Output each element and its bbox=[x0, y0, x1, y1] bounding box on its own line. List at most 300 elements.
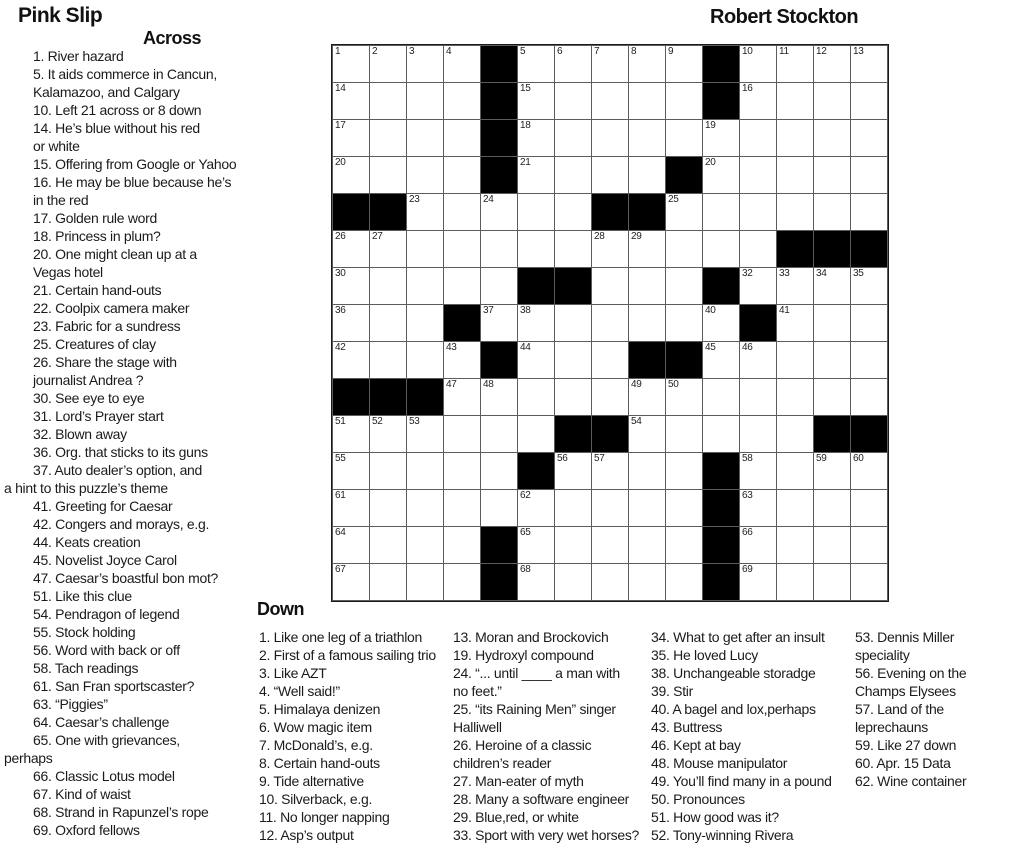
grid-cell[interactable] bbox=[333, 416, 369, 452]
grid-cell[interactable] bbox=[333, 527, 369, 563]
grid-cell[interactable] bbox=[703, 416, 739, 452]
grid-cell[interactable] bbox=[777, 194, 813, 230]
grid-cell-black bbox=[740, 305, 776, 341]
clue-line: 56. Evening on the bbox=[855, 665, 967, 681]
grid-cell[interactable] bbox=[740, 268, 776, 304]
grid-cell[interactable] bbox=[777, 527, 813, 563]
clue-line: 47. Caesar’s boastful bon mot? bbox=[33, 570, 219, 586]
clue-line: 51. Like this clue bbox=[33, 588, 132, 604]
grid-cell-black bbox=[481, 342, 517, 378]
grid-cell[interactable] bbox=[481, 194, 517, 230]
crossword-grid[interactable] bbox=[331, 44, 889, 602]
grid-cell[interactable] bbox=[555, 490, 591, 526]
grid-cell[interactable] bbox=[629, 268, 665, 304]
grid-cell[interactable] bbox=[518, 379, 554, 415]
grid-cell[interactable] bbox=[777, 490, 813, 526]
clue-line: 48. Mouse manipulator bbox=[651, 755, 788, 771]
grid-cell[interactable] bbox=[555, 564, 591, 600]
grid-cell[interactable] bbox=[370, 453, 406, 489]
grid-cell[interactable] bbox=[481, 490, 517, 526]
clue-line: 61. San Fran sportscaster? bbox=[33, 678, 195, 694]
grid-cell[interactable] bbox=[666, 564, 702, 600]
clue-line: 20. One might clean up at a bbox=[33, 246, 197, 262]
grid-cell[interactable] bbox=[407, 120, 443, 156]
grid-cell[interactable] bbox=[777, 268, 813, 304]
grid-cell[interactable] bbox=[555, 453, 591, 489]
grid-cell-black bbox=[481, 564, 517, 600]
grid-cell[interactable] bbox=[333, 83, 369, 119]
clue-line: 24. “... until ____ a man with bbox=[453, 665, 620, 681]
grid-cell[interactable] bbox=[370, 305, 406, 341]
grid-cell-black bbox=[703, 527, 739, 563]
cell-number: 38 bbox=[520, 305, 531, 316]
grid-cell[interactable] bbox=[851, 527, 887, 563]
cell-number: 45 bbox=[705, 342, 716, 353]
down-clue-column-4 bbox=[855, 628, 966, 790]
grid-cell[interactable] bbox=[666, 305, 702, 341]
grid-cell[interactable] bbox=[481, 305, 517, 341]
grid-cell[interactable] bbox=[370, 268, 406, 304]
grid-cell[interactable] bbox=[444, 564, 480, 600]
grid-cell[interactable] bbox=[333, 490, 369, 526]
cell-number: 30 bbox=[335, 268, 346, 279]
grid-cell[interactable] bbox=[629, 231, 665, 267]
clue-line: 30. See eye to eye bbox=[33, 390, 145, 406]
cell-number: 63 bbox=[742, 490, 753, 501]
grid-cell[interactable] bbox=[555, 194, 591, 230]
grid-cell[interactable] bbox=[555, 231, 591, 267]
grid-cell[interactable] bbox=[814, 490, 850, 526]
clue-line: 7. McDonald’s, e.g. bbox=[259, 737, 373, 753]
cell-number: 50 bbox=[668, 379, 679, 390]
grid-cell[interactable] bbox=[740, 120, 776, 156]
cell-number: 33 bbox=[779, 268, 790, 279]
grid-cell[interactable] bbox=[407, 416, 443, 452]
clue-line: speciality bbox=[855, 647, 910, 663]
clue-line: 15. Offering from Google or Yahoo bbox=[33, 156, 237, 172]
clue-line: 26. Heroine of a classic bbox=[453, 737, 592, 753]
cell-number: 57 bbox=[594, 453, 605, 464]
grid-cell[interactable] bbox=[740, 453, 776, 489]
grid-cell[interactable] bbox=[740, 157, 776, 193]
grid-cell[interactable] bbox=[777, 120, 813, 156]
grid-cell[interactable] bbox=[407, 157, 443, 193]
grid-cell[interactable] bbox=[740, 342, 776, 378]
grid-cell[interactable] bbox=[666, 453, 702, 489]
clue-line: 10. Left 21 across or 8 down bbox=[33, 102, 202, 118]
grid-cell[interactable] bbox=[592, 120, 628, 156]
grid-cell[interactable] bbox=[333, 305, 369, 341]
grid-cell[interactable] bbox=[370, 564, 406, 600]
grid-cell[interactable] bbox=[592, 490, 628, 526]
grid-cell[interactable] bbox=[481, 379, 517, 415]
grid-cell[interactable] bbox=[592, 305, 628, 341]
clue-line: a hint to this puzzle’s theme bbox=[4, 480, 168, 496]
grid-cell[interactable] bbox=[740, 527, 776, 563]
grid-cell[interactable] bbox=[740, 231, 776, 267]
grid-cell[interactable] bbox=[407, 268, 443, 304]
cell-number: 43 bbox=[446, 342, 457, 353]
grid-cell[interactable] bbox=[555, 83, 591, 119]
grid-cell[interactable] bbox=[518, 564, 554, 600]
clue-line: Halliwell bbox=[453, 719, 502, 735]
cell-number: 40 bbox=[705, 305, 716, 316]
clue-line: in the red bbox=[33, 192, 89, 208]
grid-cell[interactable] bbox=[703, 157, 739, 193]
grid-cell[interactable] bbox=[666, 83, 702, 119]
grid-cell[interactable] bbox=[333, 231, 369, 267]
grid-cell[interactable] bbox=[851, 120, 887, 156]
grid-cell[interactable] bbox=[851, 157, 887, 193]
grid-cell[interactable] bbox=[370, 83, 406, 119]
grid-cell[interactable] bbox=[814, 194, 850, 230]
grid-cell[interactable] bbox=[629, 379, 665, 415]
grid-cell[interactable] bbox=[629, 490, 665, 526]
grid-cell[interactable] bbox=[703, 231, 739, 267]
grid-cell[interactable] bbox=[592, 527, 628, 563]
grid-cell[interactable] bbox=[814, 564, 850, 600]
grid-cell[interactable] bbox=[740, 46, 776, 82]
clue-line: 19. Hydroxyl compound bbox=[453, 647, 594, 663]
grid-cell[interactable] bbox=[333, 120, 369, 156]
clue-line: 9. Tide alternative bbox=[259, 773, 364, 789]
grid-cell[interactable] bbox=[814, 305, 850, 341]
grid-cell[interactable] bbox=[481, 453, 517, 489]
grid-cell[interactable] bbox=[629, 83, 665, 119]
cell-number: 9 bbox=[668, 46, 674, 57]
cell-number: 66 bbox=[742, 527, 753, 538]
grid-cell[interactable] bbox=[333, 268, 369, 304]
cell-number: 4 bbox=[446, 46, 452, 57]
clue-line: 68. Strand in Rapunzel’s rope bbox=[33, 804, 209, 820]
clue-line: 60. Apr. 15 Data bbox=[855, 755, 951, 771]
grid-cell[interactable] bbox=[555, 46, 591, 82]
grid-cell[interactable] bbox=[777, 83, 813, 119]
grid-cell[interactable] bbox=[407, 490, 443, 526]
grid-cell[interactable] bbox=[629, 157, 665, 193]
grid-cell[interactable] bbox=[518, 194, 554, 230]
grid-cell[interactable] bbox=[444, 231, 480, 267]
grid-cell[interactable] bbox=[370, 416, 406, 452]
grid-cell[interactable] bbox=[629, 416, 665, 452]
grid-cell[interactable] bbox=[814, 83, 850, 119]
clue-line: 12. Asp’s output bbox=[259, 827, 354, 843]
grid-cell[interactable] bbox=[370, 490, 406, 526]
grid-cell[interactable] bbox=[814, 342, 850, 378]
grid-cell[interactable] bbox=[370, 157, 406, 193]
grid-cell[interactable] bbox=[629, 564, 665, 600]
grid-cell[interactable] bbox=[407, 564, 443, 600]
grid-cell[interactable] bbox=[555, 305, 591, 341]
puzzle-title: Pink Slip bbox=[18, 4, 103, 27]
clue-line: 25. Creatures of clay bbox=[33, 336, 156, 352]
clue-line: 28. Many a software engineer bbox=[453, 791, 630, 807]
cell-number: 20 bbox=[705, 157, 716, 168]
cell-number: 18 bbox=[520, 120, 531, 131]
clue-line: 66. Classic Lotus model bbox=[33, 768, 175, 784]
grid-cell[interactable] bbox=[407, 46, 443, 82]
grid-cell[interactable] bbox=[444, 120, 480, 156]
grid-cell-black bbox=[555, 416, 591, 452]
grid-cell[interactable] bbox=[444, 379, 480, 415]
grid-cell[interactable] bbox=[703, 120, 739, 156]
grid-cell[interactable] bbox=[444, 490, 480, 526]
grid-cell[interactable] bbox=[481, 416, 517, 452]
grid-cell-black bbox=[629, 342, 665, 378]
grid-cell[interactable] bbox=[629, 46, 665, 82]
grid-cell[interactable] bbox=[407, 231, 443, 267]
grid-cell[interactable] bbox=[851, 46, 887, 82]
grid-cell[interactable] bbox=[407, 453, 443, 489]
grid-cell[interactable] bbox=[666, 527, 702, 563]
cell-number: 27 bbox=[372, 231, 383, 242]
grid-cell[interactable] bbox=[629, 305, 665, 341]
cell-number: 47 bbox=[446, 379, 457, 390]
grid-cell[interactable] bbox=[444, 416, 480, 452]
grid-cell[interactable] bbox=[592, 342, 628, 378]
grid-cell[interactable] bbox=[851, 194, 887, 230]
grid-cell[interactable] bbox=[592, 83, 628, 119]
grid-cell[interactable] bbox=[481, 268, 517, 304]
grid-cell[interactable] bbox=[444, 342, 480, 378]
grid-cell[interactable] bbox=[518, 527, 554, 563]
clue-line: 2. First of a famous sailing trio bbox=[259, 647, 436, 663]
cell-number: 28 bbox=[594, 231, 605, 242]
grid-cell[interactable] bbox=[740, 83, 776, 119]
cell-number: 25 bbox=[668, 194, 679, 205]
grid-cell[interactable] bbox=[370, 527, 406, 563]
clue-line: 6. Wow magic item bbox=[259, 719, 372, 735]
grid-cell[interactable] bbox=[629, 120, 665, 156]
grid-cell-black bbox=[814, 231, 850, 267]
grid-cell-black bbox=[814, 416, 850, 452]
grid-cell[interactable] bbox=[851, 342, 887, 378]
grid-cell[interactable] bbox=[518, 231, 554, 267]
clue-line: 22. Coolpix camera maker bbox=[33, 300, 190, 316]
grid-cell[interactable] bbox=[666, 490, 702, 526]
grid-cell[interactable] bbox=[407, 83, 443, 119]
grid-cell[interactable] bbox=[444, 194, 480, 230]
grid-cell[interactable] bbox=[592, 379, 628, 415]
grid-cell[interactable] bbox=[703, 194, 739, 230]
clue-line: leprechauns bbox=[855, 719, 928, 735]
grid-cell[interactable] bbox=[777, 564, 813, 600]
clue-line: 25. “its Raining Men” singer bbox=[453, 701, 616, 717]
grid-cell-black bbox=[481, 527, 517, 563]
grid-cell[interactable] bbox=[592, 268, 628, 304]
grid-cell[interactable] bbox=[851, 268, 887, 304]
grid-cell[interactable] bbox=[666, 231, 702, 267]
grid-cell-black bbox=[851, 231, 887, 267]
clue-line: 29. Blue,red, or white bbox=[453, 809, 579, 825]
grid-cell[interactable] bbox=[666, 46, 702, 82]
clue-line: 4. “Well said!” bbox=[259, 683, 340, 699]
clue-line: 11. No longer napping bbox=[259, 809, 390, 825]
clue-line: 18. Princess in plum? bbox=[33, 228, 161, 244]
grid-cell[interactable] bbox=[555, 120, 591, 156]
grid-cell[interactable] bbox=[444, 46, 480, 82]
grid-cell[interactable] bbox=[814, 120, 850, 156]
grid-cell[interactable] bbox=[703, 379, 739, 415]
grid-cell[interactable] bbox=[592, 453, 628, 489]
grid-cell[interactable] bbox=[592, 46, 628, 82]
down-clue-column-3 bbox=[651, 628, 832, 844]
clue-line: 1. River hazard bbox=[33, 48, 124, 64]
grid-cell-black bbox=[481, 157, 517, 193]
grid-cell[interactable] bbox=[407, 527, 443, 563]
clue-line: 37. Auto dealer’s option, and bbox=[33, 462, 203, 478]
clue-line: 36. Org. that sticks to its guns bbox=[33, 444, 208, 460]
grid-cell-black bbox=[370, 379, 406, 415]
grid-cell[interactable] bbox=[370, 231, 406, 267]
grid-cell[interactable] bbox=[666, 416, 702, 452]
cell-number: 44 bbox=[520, 342, 531, 353]
grid-cell[interactable] bbox=[407, 305, 443, 341]
clue-line: 52. Tony-winning Rivera bbox=[651, 827, 794, 843]
grid-cell[interactable] bbox=[629, 527, 665, 563]
cell-number: 34 bbox=[816, 268, 827, 279]
cell-number: 24 bbox=[483, 194, 494, 205]
grid-cell-black bbox=[333, 379, 369, 415]
grid-cell[interactable] bbox=[814, 379, 850, 415]
cell-number: 23 bbox=[409, 194, 420, 205]
clue-line: 17. Golden rule word bbox=[33, 210, 157, 226]
grid-cell[interactable] bbox=[740, 379, 776, 415]
grid-cell[interactable] bbox=[444, 453, 480, 489]
grid-cell[interactable] bbox=[518, 305, 554, 341]
grid-cell[interactable] bbox=[740, 416, 776, 452]
grid-cell[interactable] bbox=[407, 342, 443, 378]
grid-cell[interactable] bbox=[851, 83, 887, 119]
grid-cell[interactable] bbox=[777, 416, 813, 452]
clue-line: 69. Oxford fellows bbox=[33, 822, 140, 838]
grid-cell[interactable] bbox=[370, 46, 406, 82]
grid-cell[interactable] bbox=[333, 157, 369, 193]
grid-cell[interactable] bbox=[814, 453, 850, 489]
cell-number: 42 bbox=[335, 342, 346, 353]
puzzle-author: Robert Stockton bbox=[710, 6, 859, 28]
grid-cell[interactable] bbox=[777, 46, 813, 82]
clue-line: 55. Stock holding bbox=[33, 624, 136, 640]
grid-cell[interactable] bbox=[518, 83, 554, 119]
cell-number: 21 bbox=[520, 157, 531, 168]
grid-cell[interactable] bbox=[333, 342, 369, 378]
grid-cell[interactable] bbox=[666, 194, 702, 230]
grid-cell[interactable] bbox=[592, 564, 628, 600]
grid-cell[interactable] bbox=[777, 379, 813, 415]
grid-cell[interactable] bbox=[703, 342, 739, 378]
grid-cell[interactable] bbox=[555, 379, 591, 415]
grid-cell[interactable] bbox=[851, 490, 887, 526]
clue-line: 38. Unchangeable storadge bbox=[651, 665, 816, 681]
cell-number: 15 bbox=[520, 83, 531, 94]
grid-cell-black bbox=[703, 490, 739, 526]
grid-cell[interactable] bbox=[740, 490, 776, 526]
grid-cell-black bbox=[481, 46, 517, 82]
clue-line: perhaps bbox=[4, 750, 53, 766]
clue-line: 16. He may be blue because he’s bbox=[33, 174, 232, 190]
clue-line: 21. Certain hand-outs bbox=[33, 282, 162, 298]
grid-cell-black bbox=[518, 268, 554, 304]
grid-cell[interactable] bbox=[555, 157, 591, 193]
grid-cell[interactable] bbox=[518, 342, 554, 378]
grid-cell[interactable] bbox=[666, 268, 702, 304]
grid-cell[interactable] bbox=[814, 268, 850, 304]
grid-cell[interactable] bbox=[851, 379, 887, 415]
cell-number: 53 bbox=[409, 416, 420, 427]
grid-cell[interactable] bbox=[851, 305, 887, 341]
grid-cell[interactable] bbox=[592, 157, 628, 193]
grid-cell[interactable] bbox=[703, 305, 739, 341]
cell-number: 37 bbox=[483, 305, 494, 316]
grid-cell[interactable] bbox=[555, 527, 591, 563]
grid-cell[interactable] bbox=[518, 416, 554, 452]
clue-line: 54. Pendragon of legend bbox=[33, 606, 180, 622]
grid-cell[interactable] bbox=[444, 83, 480, 119]
clue-line: no feet.” bbox=[453, 683, 502, 699]
clue-line: 5. Himalaya denizen bbox=[259, 701, 381, 717]
grid-cell[interactable] bbox=[333, 46, 369, 82]
grid-cell[interactable] bbox=[814, 46, 850, 82]
cell-number: 29 bbox=[631, 231, 642, 242]
grid-cell[interactable] bbox=[370, 120, 406, 156]
grid-cell[interactable] bbox=[444, 527, 480, 563]
grid-cell[interactable] bbox=[814, 527, 850, 563]
grid-cell[interactable] bbox=[777, 157, 813, 193]
down-heading: Down bbox=[257, 599, 304, 619]
grid-cell[interactable] bbox=[555, 342, 591, 378]
grid-cell[interactable] bbox=[666, 379, 702, 415]
grid-cell[interactable] bbox=[444, 268, 480, 304]
clue-line: 53. Dennis Miller bbox=[855, 629, 955, 645]
cell-number: 8 bbox=[631, 46, 637, 57]
grid-cell[interactable] bbox=[481, 231, 517, 267]
clue-line: 26. Share the stage with bbox=[33, 354, 177, 370]
grid-cell[interactable] bbox=[666, 120, 702, 156]
grid-cell[interactable] bbox=[444, 157, 480, 193]
grid-cell[interactable] bbox=[592, 231, 628, 267]
grid-cell[interactable] bbox=[740, 194, 776, 230]
grid-cell[interactable] bbox=[851, 453, 887, 489]
grid-cell[interactable] bbox=[518, 490, 554, 526]
grid-cell[interactable] bbox=[518, 46, 554, 82]
grid-cell[interactable] bbox=[814, 157, 850, 193]
cell-number: 49 bbox=[631, 379, 642, 390]
grid-cell-black bbox=[407, 379, 443, 415]
grid-cell[interactable] bbox=[518, 120, 554, 156]
clue-line: 44. Keats creation bbox=[33, 534, 141, 550]
grid-cell[interactable] bbox=[777, 305, 813, 341]
grid-cell-black bbox=[666, 342, 702, 378]
cell-number: 48 bbox=[483, 379, 494, 390]
grid-cell[interactable] bbox=[629, 453, 665, 489]
grid-cell[interactable] bbox=[333, 453, 369, 489]
cell-number: 3 bbox=[409, 46, 415, 57]
down-clue-column-2 bbox=[453, 628, 639, 844]
grid-cell[interactable] bbox=[407, 194, 443, 230]
cell-number: 41 bbox=[779, 305, 790, 316]
grid-cell-black bbox=[555, 268, 591, 304]
clue-line: 35. He loved Lucy bbox=[651, 647, 758, 663]
grid-cell[interactable] bbox=[518, 157, 554, 193]
grid-cell[interactable] bbox=[333, 564, 369, 600]
grid-cell[interactable] bbox=[777, 453, 813, 489]
grid-cell[interactable] bbox=[851, 564, 887, 600]
grid-cell[interactable] bbox=[740, 564, 776, 600]
cell-number: 64 bbox=[335, 527, 346, 538]
grid-cell[interactable] bbox=[777, 342, 813, 378]
grid-cell[interactable] bbox=[370, 342, 406, 378]
